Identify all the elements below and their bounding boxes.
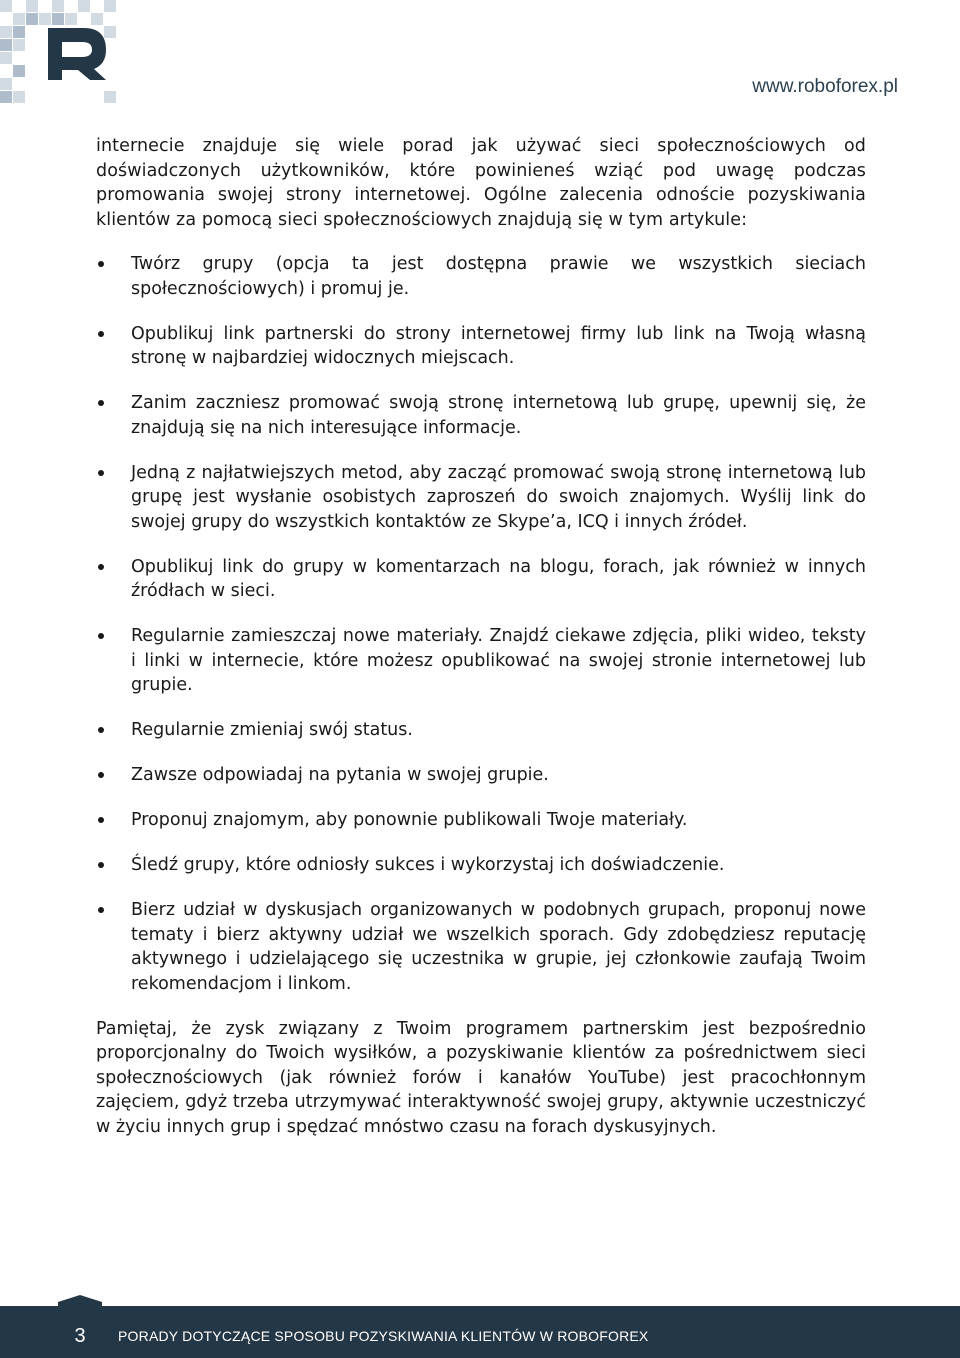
list-item: Opublikuj link partnerski do strony internetowej firmy lub link na Twoją własną stronę w najbardziej widocznych miejscach. <box>96 322 866 371</box>
list-item: Regularnie zamieszczaj nowe materiały. Znajdź ciekawe zdjęcia, pliki wideo, teksty i linki w internecie, które możesz opublikować na swojej stronie internetowej lub grupie. <box>96 624 866 698</box>
bullet-icon <box>98 907 104 913</box>
bullet-icon <box>98 331 104 337</box>
bullet-icon <box>98 564 104 570</box>
list-item: Twórz grupy (opcja ta jest dostępna prawie we wszystkich sieciach społecznościowych) i promuj je. <box>96 252 866 301</box>
list-item: Zawsze odpowiadaj na pytania w swojej grupie. <box>96 763 866 788</box>
bullet-icon <box>98 633 104 639</box>
document-body <box>96 134 866 1139</box>
closing-paragraph: Pamiętaj, że zysk związany z Twoim programem partnerskim jest bezpośrednio proporcjonalny do Twoich wysiłków, a pozyskiwanie klientów za pośrednictwem sieci społecznościowych (jak również forów i kanałów YouTube) jest pracochłonnym zajęciem, gdyż trzeba utrzymywać interaktywność swojej grupy, aktywnie uczestniczyć w życiu innych grup i spędzać mnóstwo czasu na forach dyskusyjnych. <box>96 1018 866 1137</box>
footer-title: PORADY DOTYCZĄCE SPOSOBU POZYSKIWANIA KLIENTÓW W ROBOFOREX <box>118 1328 649 1344</box>
list-item: Opublikuj link do grupy w komentarzach na blogu, forach, jak również w innych źródłach w sieci. <box>96 555 866 604</box>
list-item: Regularnie zmieniaj swój status. <box>96 718 866 743</box>
roboforex-r-logo-icon <box>0 0 120 112</box>
list-item: Jedną z najłatwiejszych metod, aby zacząć promować swoją stronę internetową lub grupę jest wysłanie osobistych zaproszeń do swoich znajomych. Wyślij link do swojej grupy do wszystkich kontaktów ze Skype’a, ICQ i innych źródeł. <box>96 461 866 535</box>
list-item: Śledź grupy, które odniosły sukces i wykorzystaj ich doświadczenie. <box>96 853 866 878</box>
bullet-icon <box>98 862 104 868</box>
bullet-icon <box>98 772 104 778</box>
list-item: Bierz udział w dyskusjach organizowanych w podobnych grupach, proponuj nowe tematy i bierz aktywny udział we wszelkich sporach. Gdy zdobędziesz reputację aktywnego i udzielającego się uczestnika w grupie, jej członkowie zaufają Twoim rekomendacjom i linkom. <box>96 898 866 996</box>
website-url[interactable]: www.roboforex.pl <box>752 76 898 97</box>
tips-list <box>96 252 866 996</box>
bullet-icon <box>98 727 104 733</box>
intro-paragraph: internecie znajduje się wiele porad jak używać sieci społecznościowych od doświadczonych użytkowników, które powinieneś wziąć pod uwagę podczas promowania swojej strony internetowej. Ogólne zalecenia odnoście pozyskiwania klientów za pomocą sieci społecznościowych znajdują się w tym artykule: <box>96 136 866 230</box>
bullet-icon <box>98 261 104 267</box>
bullet-icon <box>98 817 104 823</box>
list-item: Proponuj znajomym, aby ponownie publikowali Twoje materiały. <box>96 808 866 833</box>
page-number: 3 <box>74 1325 86 1347</box>
bullet-icon <box>98 470 104 476</box>
list-item: Zanim zaczniesz promować swoją stronę internetową lub grupę, upewnij się, że znajdują się na nich interesujące informacje. <box>96 391 866 440</box>
bullet-icon <box>98 400 104 406</box>
